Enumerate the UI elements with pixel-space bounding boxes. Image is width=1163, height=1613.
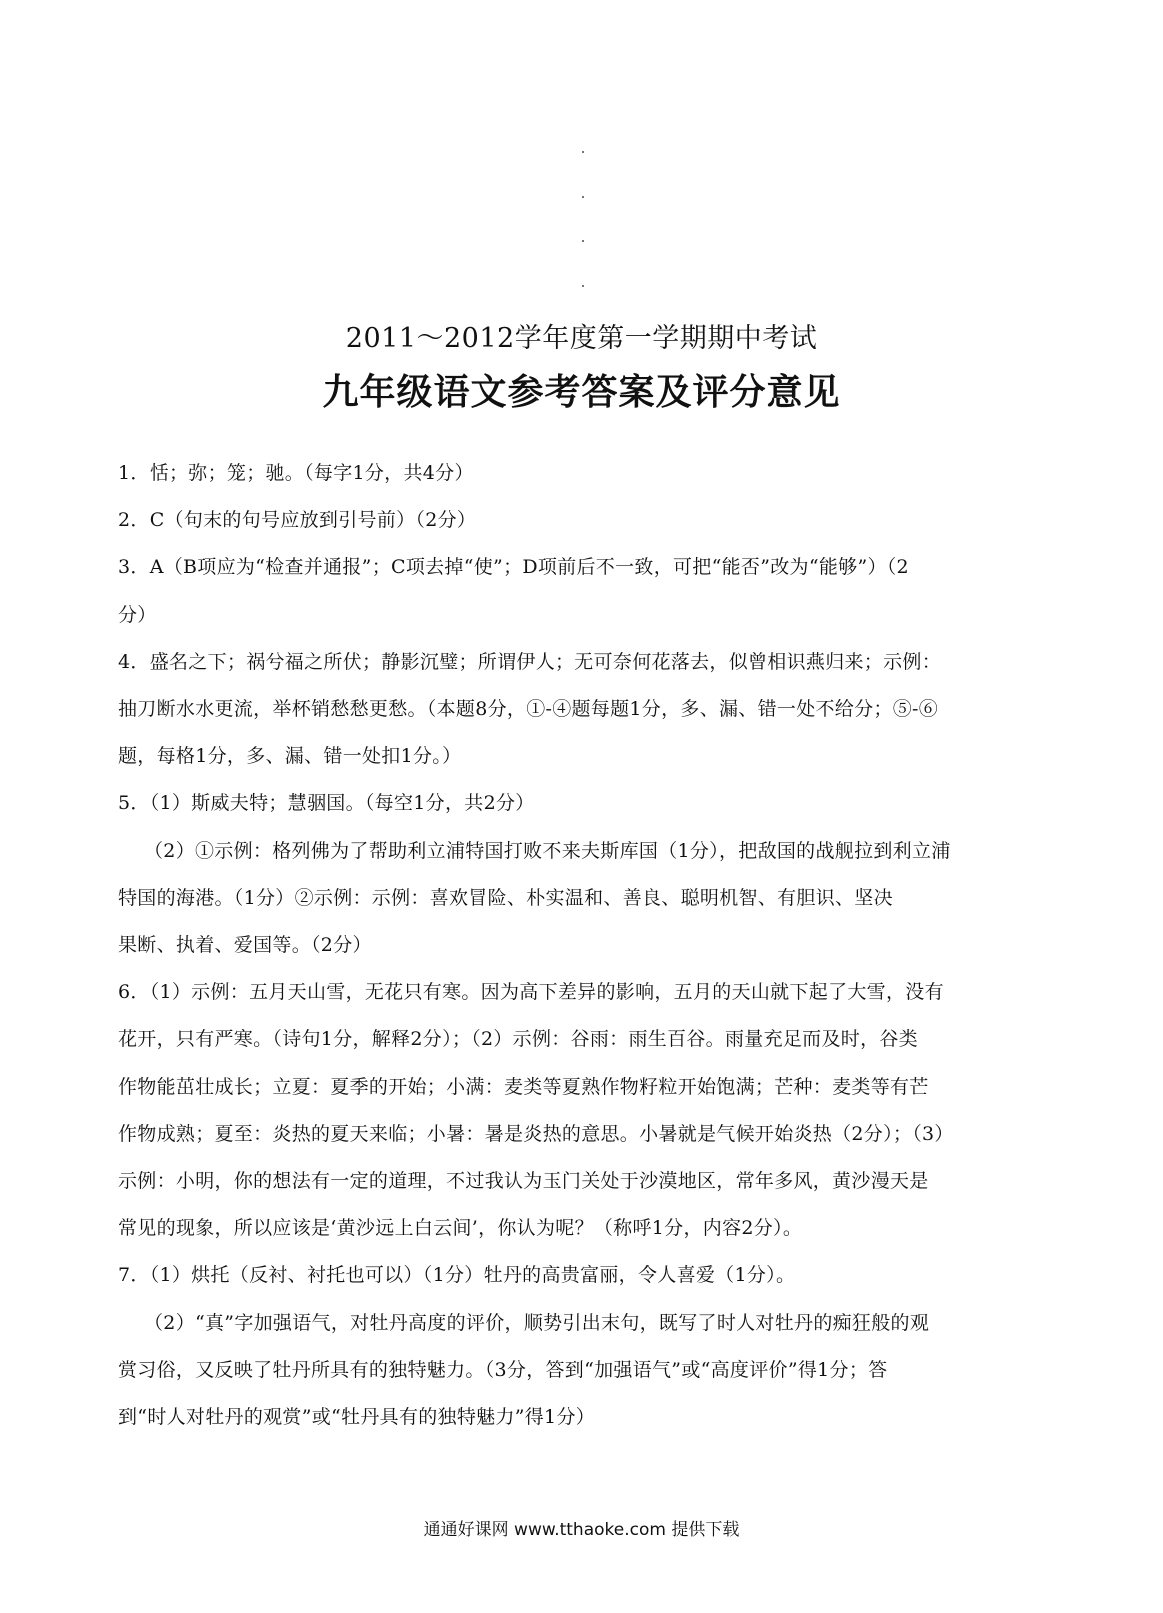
- answer-line-3: 3．A（B项应为“检查并通报”；C项去掉“使”；D项前后不一致，可把“能否”改为“能够”）（2: [118, 556, 909, 579]
- answer-line-1: 1．恬；弥；笼；驰。（每字1分，共4分）: [118, 462, 474, 484]
- answer-body: [118, 450, 1038, 1441]
- answer-line-6-cont: 示例：小明，你的想法有一定的道理，不过我认为玉门关处于沙漠地区，常年多风，黄沙漫天是: [118, 1170, 929, 1193]
- answer-line-6-cont: 作物成熟；夏至：炎热的夏天来临；小暑：暑是炎热的意思。小暑就是气候开始炎热（2分）；（3）: [118, 1122, 954, 1145]
- scan-dot: [582, 240, 584, 242]
- exam-title: 2011～2012学年度第一学期期中考试: [345, 323, 818, 354]
- answer-line-2: 2．C（句末的句号应放到引号前）（2分）: [118, 509, 477, 532]
- answer-line-5-2: （2）①示例：格列佛为了帮助利立浦特国打败不来夫斯库国（1分），把敌国的战舰拉到利立浦: [144, 839, 951, 862]
- answer-line-5-cont: 果断、执着、爱国等。（2分）: [118, 934, 372, 957]
- answer-line-7-2: （2）“真”字加强语气，对牡丹高度的评价，顺势引出末句，既写了时人对牡丹的痴狂般的观: [144, 1311, 930, 1334]
- scan-dot: [582, 151, 584, 153]
- answer-line-5: 5．（1）斯威夫特；慧骃国。（每空1分，共2分）: [118, 792, 535, 815]
- answer-line-6: 6．（1）示例：五月天山雪，无花只有寒。因为高下差异的影响，五月的天山就下起了大雪，没有: [118, 981, 944, 1004]
- answer-line-4-cont: 抽刀断水水更流，举杯销愁愁更愁。（本题8分，①-④题每题1分，多、漏、错一处不给分；⑤-⑥: [118, 698, 939, 721]
- answer-line-7-cont: 赏习俗，又反映了牡丹所具有的独特魅力。（3分，答到“加强语气”或“高度评价”得1分；答: [118, 1358, 888, 1381]
- answer-line-5-cont: 特国的海港。（1分）②示例：示例：喜欢冒险、朴实温和、善良、聪明机智、有胆识、坚决: [118, 886, 893, 909]
- answer-line-6-cont: 作物能茁壮成长；立夏：夏季的开始；小满：麦类等夏熟作物籽粒开始饱满；芒种：麦类等有芒: [118, 1075, 929, 1098]
- answer-line-3-cont: 分）: [118, 603, 157, 626]
- answer-line-6-cont: 花开，只有严寒。（诗句1分，解释2分）；（2）示例：谷雨：雨生百谷。雨量充足而及时，谷类: [118, 1028, 918, 1051]
- footer-source: 通通好课网 www.tthaoke.com 提供下载: [423, 1520, 740, 1540]
- document-heading: 九年级语文参考答案及评分意见: [322, 371, 841, 413]
- answer-line-4: 4．盛名之下；祸兮福之所伏；静影沉璧；所谓伊人；无可奈何花落去，似曾相识燕归来；示例：: [118, 650, 941, 673]
- answer-line-6-cont: 常见的现象，所以应该是‘黄沙远上白云间’，你认为呢？（称呼1分，内容2分）。: [118, 1217, 803, 1240]
- answer-line-4-cont: 题，每格1分，多、漏、错一处扣1分。）: [118, 745, 462, 768]
- scan-dot: [582, 196, 584, 198]
- scan-dot: [582, 285, 584, 287]
- answer-line-7-cont: 到“时人对牡丹的观赏”或“牡丹具有的独特魅力”得1分）: [118, 1406, 596, 1429]
- answer-line-7: 7．（1）烘托（反衬、衬托也可以）（1分）牡丹的高贵富丽，令人喜爱（1分）。: [118, 1264, 796, 1287]
